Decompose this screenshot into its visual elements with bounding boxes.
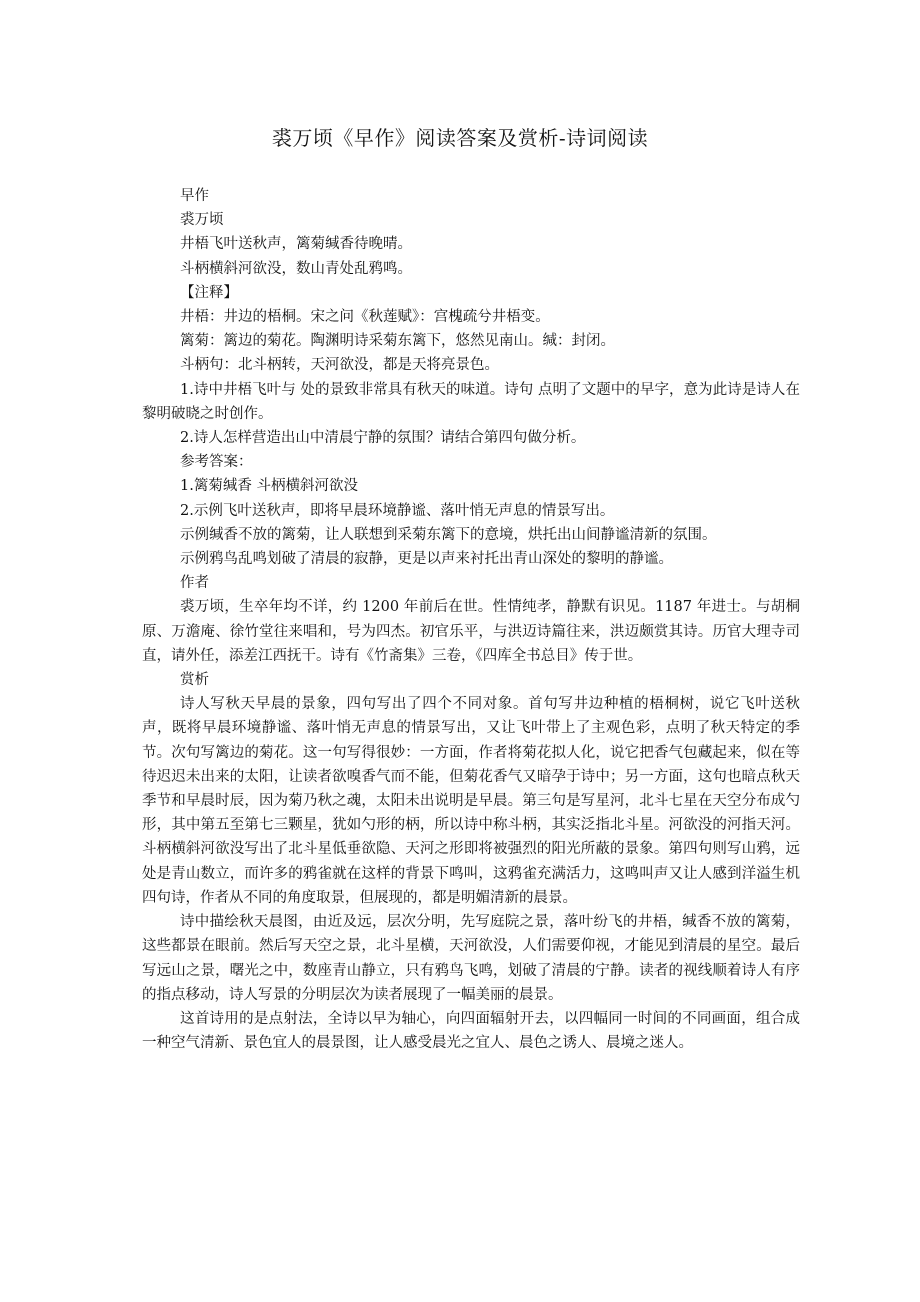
- author-bio: 裘万顷，生卒年均不详，约 1200 年前后在世。性情纯孝，静默有识见。1187 年进士。与胡桐原、万澹庵、徐竹堂往来唱和，号为四杰。初官乐平，与洪迈诗篇往来，洪迈颇赏其诗。历官大理寺司直，请外任，添差江西抚干。诗有《竹斋集》三卷，《四库全书总目》传于世。: [142, 599, 800, 664]
- document-body: [142, 184, 800, 1055]
- question-2: 2.诗人怎样营造出山中清晨宁静的氛围？请结合第四句做分析。: [180, 430, 586, 447]
- answer-2: 2.示例飞叶送秋声，即将早晨环境静谧、落叶悄无声息的情景写出。: [180, 502, 615, 519]
- answer-heading: 参考答案：: [180, 454, 253, 471]
- note-item: 井梧：井边的梧桐。宋之问《秋莲赋》：宫槐疏兮井梧变。: [180, 309, 550, 326]
- poem-author: 裘万顷: [180, 212, 224, 229]
- answer-example: 示例缄香不放的篱菊，让人联想到采菊东篱下的意境，烘托出山间静谧清新的氛围。: [180, 526, 717, 543]
- answer-1: 1.篱菊缄香 斗柄横斜河欲没: [180, 478, 358, 495]
- appreciation-heading: 赏析: [180, 672, 209, 689]
- poem-line-2: 斗柄横斜河欲没，数山青处乱鸦鸣。: [180, 260, 412, 277]
- author-heading: 作者: [180, 575, 209, 592]
- note-item: 斗柄句：北斗柄转，天河欲没，都是天将亮景色。: [180, 357, 499, 374]
- answer-example: 示例鸦鸟乱鸣划破了清晨的寂静，更是以声来衬托出青山深处的黎明的静谧。: [180, 551, 673, 568]
- note-item: 篱菊：篱边的菊花。陶渊明诗采菊东篱下，悠然见南山。缄：封闭。: [180, 333, 615, 350]
- appreciation-paragraph: 诗人写秋天早晨的景象，四句写出了四个不同对象。首句写井边种植的梧桐树，说它飞叶送秋声，既将早晨环境静谧、落叶悄无声息的情景写出，又让飞叶带上了主观色彩，点明了秋天特定的季节。次句写篱边的菊花。这一句写得很妙：一方面，作者将菊花拟人化，说它把香气包藏起来，似在等待迟迟未出来的太阳，让读者欲嗅香气而不能，但菊花香气又暗孕于诗中；另一方面，这句也暗点秋天季节和早晨时辰，因为菊乃秋之魂，太阳未出说明是早晨。第三句是写星河，北斗七星在天空分布成勺形，其中第五至第七三颗星，犹如勺形的柄，所以诗中称斗柄，其实泛指北斗星。河欲没的河指天河。斗柄横斜河欲没写出了北斗星低垂欲隐、天河之形即将被强烈的阳光所蔽的景象。第四句则写山鸦，远处是青山数立，而许多的鸦雀就在这样的背景下鸣叫，这鸦雀充满活力，这鸣叫声又让人感到洋溢生机四句诗，作者从不同的角度取景，但展现的，都是明媚清新的晨景。: [142, 696, 800, 906]
- appreciation-paragraph: 诗中描绘秋天晨图，由近及远，层次分明，先写庭院之景，落叶纷飞的井梧，缄香不放的篱菊，这些都景在眼前。然后写天空之景，北斗星横，天河欲没，人们需要仰视，才能见到清晨的星空。最后写远山之景，曙光之中，数座青山静立，只有鸦鸟飞鸣，划破了清晨的宁静。读者的视线顺着诗人有序的指点移动，诗人写景的分明层次为读者展现了一幅美丽的晨景。: [142, 914, 800, 1003]
- poem-title: 早作: [180, 188, 209, 204]
- document-title: 裘万顷《早作》阅读答案及赏析-诗词阅读: [271, 126, 649, 150]
- appreciation-paragraph: 这首诗用的是点射法，全诗以早为轴心，向四面辐射开去，以四幅同一时间的不同画面，组合成一种空气清新、景色宜人的晨景图，让人感受晨光之宜人、晨色之诱人、晨境之迷人。: [142, 1010, 800, 1052]
- notes-heading: 【注释】: [180, 284, 238, 301]
- poem-line-1: 井梧飞叶送秋声，篱菊缄香待晚晴。: [180, 236, 412, 253]
- question-1: 1.诗中井梧飞叶与 处的景致非常具有秋天的味道。诗句 点明了文题中的早字，意为此诗是诗人在黎明破晓之时创作。: [142, 381, 800, 422]
